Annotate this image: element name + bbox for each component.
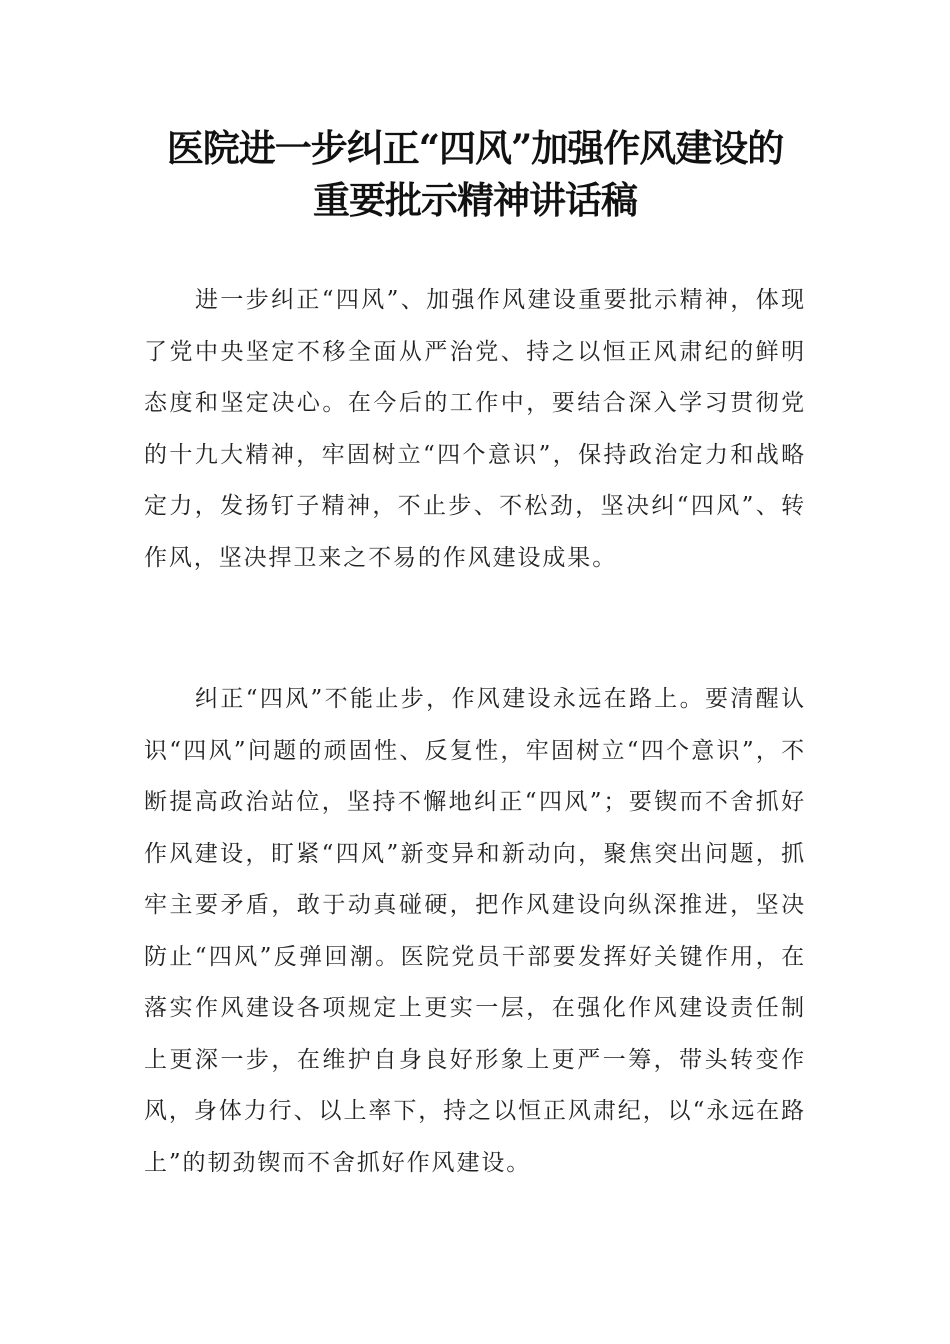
paragraph-2: 纠正“四风”不能止步，作风建设永远在路上。要清醒认识“四风”问题的顽固性、反复性，牢固树立“四个意识”，不断提高政治站位，坚持不懈地纠正“四风”；要锲而不舍抓好作风建设，盯紧“四风”新变异和新动向，聚焦突出问题，抓牢主要矛盾，敢于动真碰硬，把作风建设向纵深推进，坚决防止“四风”反弹回潮。医院党员干部要发挥好关键作用，在落实作风建设各项规定上更实一层，在强化作风建设责任制上更深一步，在维护自身良好形象上更严一筹，带头转变作风，身体力行、以上率下，持之以恒正风肃纪，以“永远在路上”的韧劲锲而不舍抓好作风建设。: [144, 686, 806, 1176]
title-line-1: 医院进一步纠正“四风”加强作风建设的: [166, 126, 784, 170]
title-line-2: 重要批示精神讲话稿: [313, 178, 637, 222]
document-title: [0, 122, 950, 226]
paragraph-1: 进一步纠正“四风”、加强作风建设重要批示精神，体现了党中央坚定不移全面从严治党、持之以恒正风肃纪的鲜明态度和坚定决心。在今后的工作中，要结合深入学习贯彻党的十九大精神，牢固树立“四个意识”，保持政治定力和战略定力，发扬钉子精神，不止步、不松劲，坚决纠“四风”、转作风，坚决捍卫来之不易的作风建设成果。: [144, 287, 806, 571]
